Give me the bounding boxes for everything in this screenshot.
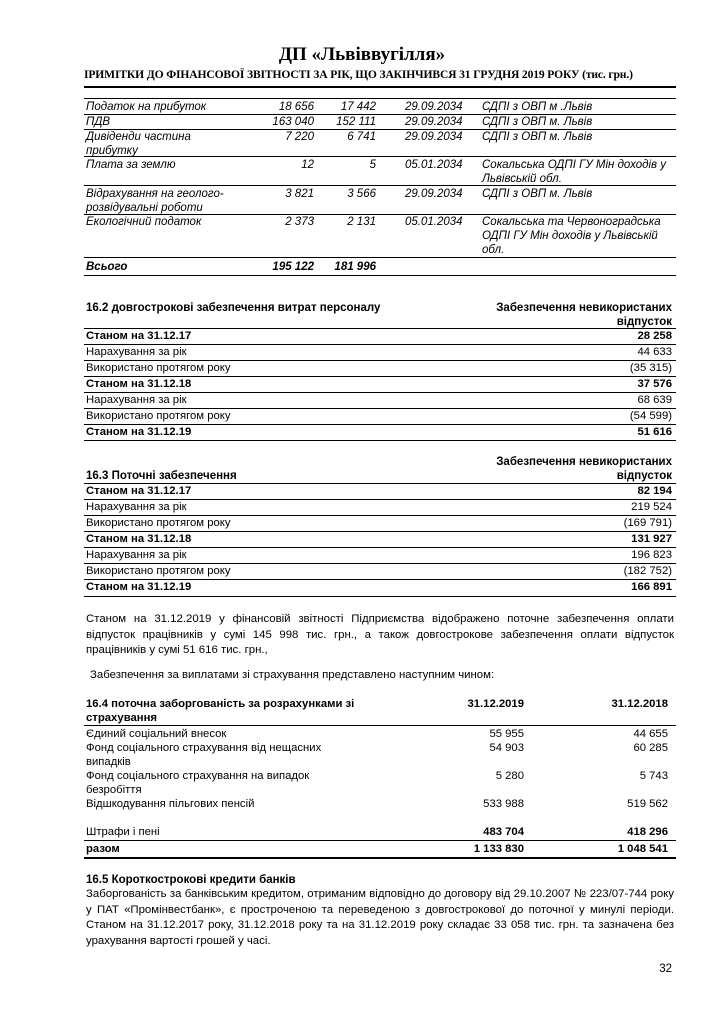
table-row xyxy=(84,393,676,408)
tax-value-2019: 12 xyxy=(301,159,314,171)
provision-note: Станом на 31.12.2019 у фінансовій звітності Підприємства відображено поточне забезпечення оплати відпусток працівників у сумі 145 998 тис. грн., а також довгострокове забезпечення оплати відпусток працівників у сумі 51 616 тис. грн., xyxy=(86,613,674,657)
tax-date: 29.09.2034 xyxy=(405,188,463,200)
row-label: Штрафи і пені xyxy=(86,826,160,838)
row-value: 219 524 xyxy=(631,501,672,513)
row-label: Нарахування за рік xyxy=(86,501,187,513)
divider xyxy=(84,725,676,726)
row-value-2019: 55 955 xyxy=(489,728,524,740)
section-title: 16.3 Поточні забезпечення xyxy=(86,470,237,482)
divider xyxy=(84,840,676,841)
tax-value-2018: 17 442 xyxy=(340,101,376,113)
tax-total-label: Всього xyxy=(86,261,128,273)
table-row xyxy=(84,345,676,360)
row-value: 131 927 xyxy=(631,533,672,545)
tax-name: Дивіденди частина прибутку xyxy=(86,131,191,157)
row-label: Фонд соціального страхування на випадок безробіття xyxy=(86,770,310,796)
tax-authority: СДПІ з ОВП м. Львів xyxy=(482,188,593,200)
row-label: Станом на 31.12.18 xyxy=(86,533,192,545)
table-row xyxy=(84,516,676,531)
row-label: Використано протягом року xyxy=(86,362,231,374)
row-label: Нарахування за рік xyxy=(86,346,187,358)
tax-total-2018: 181 996 xyxy=(334,261,376,273)
row-label: Використано протягом року xyxy=(86,517,231,529)
column-header: Забезпечення невикористаних відпусток xyxy=(496,302,672,328)
page-number: 32 xyxy=(659,963,672,975)
tax-value-2019: 7 220 xyxy=(285,131,314,143)
tax-date: 05.01.2034 xyxy=(405,159,463,171)
table-row xyxy=(84,484,676,499)
tax-date: 29.09.2034 xyxy=(405,101,463,113)
tax-value-2019: 163 040 xyxy=(272,116,314,128)
table-row xyxy=(84,425,676,440)
tax-name: Плата за землю xyxy=(86,159,176,171)
divider xyxy=(84,185,676,186)
table-row xyxy=(84,532,676,547)
tax-authority: Сокальська та Червоноградська ОДПІ ГУ Мін доходів у Львівській обл. xyxy=(482,216,661,256)
row-value: 196 823 xyxy=(631,549,672,561)
tax-value-2019: 3 821 xyxy=(285,188,314,200)
row-value: 82 194 xyxy=(637,485,672,497)
divider xyxy=(84,156,676,157)
tax-name: ПДВ xyxy=(86,116,111,128)
table-row xyxy=(84,329,676,344)
tax-date: 29.09.2034 xyxy=(405,131,463,143)
tax-authority: СДПІ з ОВП м .Львів xyxy=(482,101,593,113)
row-label: Станом на 31.12.17 xyxy=(86,485,192,497)
total-rule xyxy=(84,857,676,859)
row-label: Станом на 31.12.17 xyxy=(86,330,192,342)
row-value: (54 599) xyxy=(629,410,672,422)
total-2018: 1 048 541 xyxy=(617,843,668,855)
row-label: Фонд соціального страхування від нещасних випадків xyxy=(86,742,322,768)
row-value-2018: 60 285 xyxy=(633,742,668,754)
row-label: Відшкодування пільгових пенсій xyxy=(86,798,255,810)
row-value-2019: 483 704 xyxy=(483,826,524,838)
row-label: Нарахування за рік xyxy=(86,394,187,406)
row-label: Використано протягом року xyxy=(86,410,231,422)
row-value: 44 633 xyxy=(637,346,672,358)
column-header-2019: 31.12.2019 xyxy=(467,698,524,710)
tax-date: 05.01.2034 xyxy=(405,216,463,228)
section-title: 16.4 поточна заборгованість за розрахунками зі страхування xyxy=(86,698,355,724)
divider xyxy=(84,275,676,276)
row-label: Станом на 31.12.18 xyxy=(86,378,192,390)
row-label: Нарахування за рік xyxy=(86,549,187,561)
tax-name: Податок на прибуток xyxy=(86,101,207,113)
tax-value-2018: 2 131 xyxy=(347,216,376,228)
row-value: (169 791) xyxy=(623,517,672,529)
table-row xyxy=(84,500,676,515)
insurance-intro: Забезпечення за виплатами зі страхування представлено наступним чином: xyxy=(90,669,495,681)
row-label: Використано протягом року xyxy=(86,565,231,577)
table-row xyxy=(84,580,676,595)
row-value-2018: 418 296 xyxy=(627,826,668,838)
row-value: 166 891 xyxy=(631,581,672,593)
section-title: 16.5 Короткострокові кредити банків xyxy=(86,874,296,886)
total-2019: 1 133 830 xyxy=(473,843,524,855)
divider xyxy=(84,440,676,441)
row-value: 37 576 xyxy=(637,378,672,390)
row-value-2019: 533 988 xyxy=(483,798,524,810)
header-rule xyxy=(84,86,676,88)
section-text: Заборгованість за банківським кредитом, отриманим відповідно до договору від 29.10.2007 № 223/07-744 року у ПАТ «Промінвестбанк», є простроченою та переведеною з довгострокової до поточної у минулі періоди. Станом на 31.12.2017 року, 31.12.2018 року та на 31.12.2019 року складає 33 058 тис. грн. та зазначена без урахування вартості грошей у часі. xyxy=(86,888,674,947)
tax-value-2018: 5 xyxy=(369,159,376,171)
tax-authority: СДПІ з ОВП м. Львів xyxy=(482,116,593,128)
table-row xyxy=(84,377,676,392)
tax-value-2018: 6 741 xyxy=(347,131,376,143)
column-header-2018: 31.12.2018 xyxy=(611,698,668,710)
tax-name: Екологічний податок xyxy=(86,216,202,228)
row-value-2018: 44 655 xyxy=(633,728,668,740)
row-value-2018: 519 562 xyxy=(627,798,668,810)
row-value: (182 752) xyxy=(623,565,672,577)
row-label: Єдиний соціальний внесок xyxy=(86,728,227,740)
tax-authority: СДПІ з ОВП м. Львів xyxy=(482,131,593,143)
table-row xyxy=(84,409,676,424)
table-row xyxy=(84,548,676,563)
tax-authority: Сокальська ОДПІ ГУ Мін доходів у Львівській обл. xyxy=(482,159,666,185)
row-value-2019: 5 280 xyxy=(495,770,524,782)
section-title: 16.2 довгострокові забезпечення витрат персоналу xyxy=(86,302,381,314)
row-value-2018: 5 743 xyxy=(639,770,668,782)
row-value: (35 315) xyxy=(629,362,672,374)
tax-value-2019: 2 373 xyxy=(285,216,314,228)
divider xyxy=(84,98,676,99)
tax-value-2018: 3 566 xyxy=(347,188,376,200)
column-header: Забезпечення невикористаних відпусток xyxy=(496,456,672,482)
tax-value-2019: 18 656 xyxy=(278,101,314,113)
row-value: 51 616 xyxy=(637,426,672,438)
divider xyxy=(84,596,676,597)
tax-name: Відрахування на геолого-розвідувальні роботи xyxy=(86,188,224,214)
row-label: Станом на 31.12.19 xyxy=(86,426,192,438)
table-row xyxy=(84,361,676,376)
tax-value-2018: 152 111 xyxy=(336,116,376,128)
table-row xyxy=(84,564,676,579)
row-value: 28 258 xyxy=(637,330,672,342)
total-label: разом xyxy=(86,843,120,855)
tax-date: 29.09.2034 xyxy=(405,116,463,128)
divider xyxy=(84,257,676,258)
tax-total-2019: 195 122 xyxy=(272,261,314,273)
report-subtitle: ІРИМІТКИ ДО ФІНАНСОВОЇ ЗВІТНОСТІ ЗА РІК, ЩО ЗАКІНЧИВСЯ 31 ГРУДНЯ 2019 РОКУ (тис. грн.) xyxy=(84,68,633,81)
row-label: Станом на 31.12.19 xyxy=(86,581,192,593)
company-title: ДП «Львіввугілля» xyxy=(278,44,446,65)
row-value-2019: 54 903 xyxy=(489,742,524,754)
row-value: 68 639 xyxy=(637,394,672,406)
